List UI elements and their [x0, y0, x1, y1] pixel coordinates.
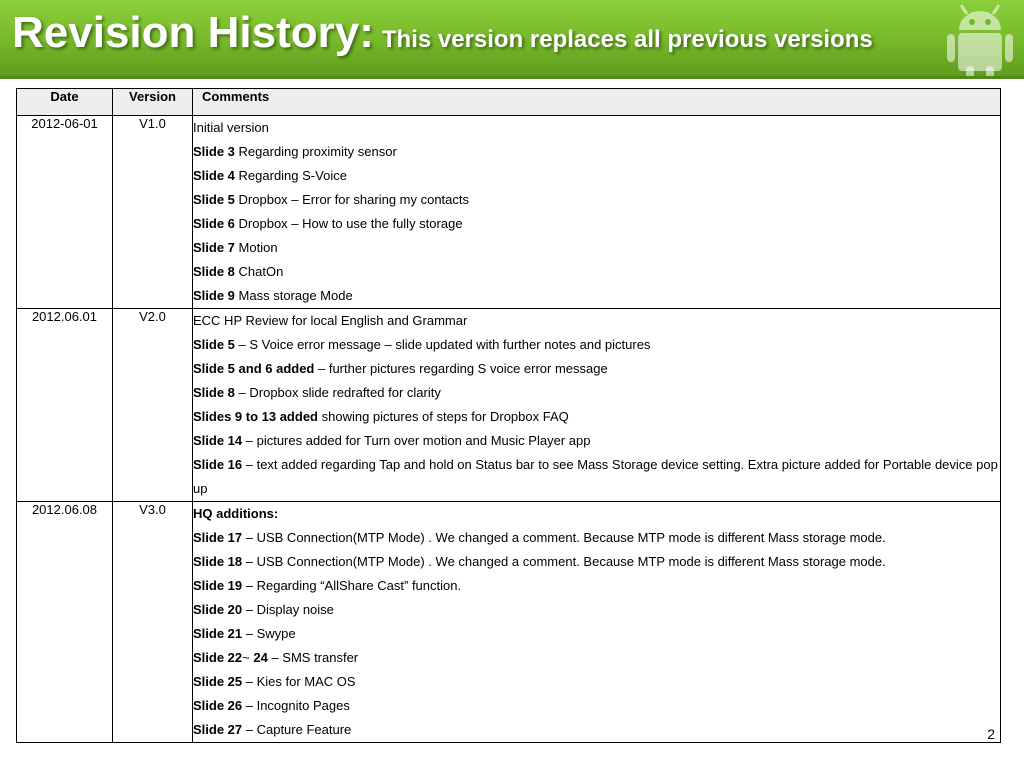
comment-line	[193, 333, 1000, 357]
cell-date: 2012.06.01	[17, 309, 113, 502]
comment-text: Motion	[234, 240, 278, 255]
comment-line	[193, 309, 1000, 333]
comment-line	[193, 622, 1000, 646]
comment-line	[193, 140, 1000, 164]
comment-line	[193, 429, 1000, 453]
comment-slide-ref: Slide 8	[193, 264, 235, 279]
comment-line	[193, 453, 1000, 501]
comment-line	[193, 236, 1000, 260]
comment-text: Initial version	[193, 120, 269, 135]
comment-text: ECC HP Review for local English and Grammar	[193, 313, 468, 328]
col-header-comments: Comments	[193, 89, 1001, 116]
comment-slide-ref: Slide 5 and 6 added	[193, 361, 315, 376]
comment-slide-ref: Slide 26	[193, 698, 243, 713]
comment-text: – Kies for MAC OS	[242, 674, 356, 689]
comment-line	[193, 381, 1000, 405]
comment-slide-ref: Slide 5	[193, 192, 235, 207]
comment-line	[193, 550, 1000, 574]
comment-line	[193, 284, 1000, 308]
comment-slide-ref: Slide 8	[193, 385, 235, 400]
page-number: 2	[987, 726, 995, 742]
title-subtitle: This version replaces all previous versions	[381, 26, 873, 53]
comment-text: – Dropbox slide redrafted for clarity	[234, 385, 441, 400]
comment-slide-ref: Slide 27	[193, 722, 243, 737]
table-row	[17, 502, 1001, 743]
comment-slide-ref: Slide 21	[193, 626, 243, 641]
comment-line	[193, 694, 1000, 718]
cell-comments	[193, 309, 1001, 502]
comment-text: showing pictures of steps for Dropbox FAQ	[318, 409, 569, 424]
comment-line	[193, 212, 1000, 236]
cell-version: V3.0	[113, 502, 193, 743]
comment-text: ChatOn	[234, 264, 284, 279]
comment-text: Dropbox – Error for sharing my contacts	[234, 192, 470, 207]
comment-slide-ref: Slide 3	[193, 144, 235, 159]
comment-text: – Swype	[242, 626, 296, 641]
comment-text: Regarding proximity sensor	[234, 144, 397, 159]
comment-slide-ref: Slide 19	[193, 578, 243, 593]
comment-text: – Display noise	[242, 602, 334, 617]
cell-date: 2012.06.08	[17, 502, 113, 743]
comment-slide-ref: 24	[253, 650, 268, 665]
comment-slide-ref: Slide 25	[193, 674, 243, 689]
comment-line	[193, 357, 1000, 381]
comment-text: – USB Connection(MTP Mode) . We changed a comment. Because MTP mode is different Mass storage mode.	[242, 530, 886, 545]
comment-slide-ref: Slide 5	[193, 337, 235, 352]
comment-line	[193, 646, 1000, 670]
comment-slide-ref: Slide 18	[193, 554, 243, 569]
comment-slide-ref: Slide 7	[193, 240, 235, 255]
comment-text: Mass storage Mode	[234, 288, 353, 303]
comment-text: – S Voice error message – slide updated with further notes and pictures	[234, 337, 651, 352]
comment-text: – text added regarding Tap and hold on Status bar to see Mass Storage device setting. Extra picture added for Portable device pop up	[193, 457, 1002, 496]
comment-slide-ref: Slide 9	[193, 288, 235, 303]
col-header-date: Date	[17, 89, 113, 116]
comment-slide-ref: Slide 20	[193, 602, 243, 617]
comment-slide-ref: Slides 9 to 13 added	[193, 409, 318, 424]
comment-line	[193, 405, 1000, 429]
comment-text: ~	[242, 650, 254, 665]
table-row	[17, 309, 1001, 502]
cell-comments	[193, 502, 1001, 743]
comment-line	[193, 188, 1000, 212]
comment-text: – Incognito Pages	[242, 698, 350, 713]
cell-comments	[193, 116, 1001, 309]
table-header-row	[17, 89, 1001, 116]
comment-text: Dropbox – How to use the fully storage	[234, 216, 463, 231]
cell-version: V1.0	[113, 116, 193, 309]
table-row	[17, 116, 1001, 309]
comment-slide-ref: Slide 14	[193, 433, 243, 448]
comment-text: – Capture Feature	[242, 722, 352, 737]
page-title	[12, 8, 873, 58]
comment-line	[193, 164, 1000, 188]
comment-text: Regarding S-Voice	[234, 168, 347, 183]
comment-line	[193, 502, 1000, 526]
title-main: Revision History:	[12, 8, 374, 57]
comment-line	[193, 526, 1000, 550]
title-bar	[0, 0, 1024, 79]
comment-line	[193, 260, 1000, 284]
comment-slide-ref: Slide 4	[193, 168, 235, 183]
comment-line	[193, 718, 1000, 742]
comment-line	[193, 574, 1000, 598]
comment-slide-ref: Slide 6	[193, 216, 235, 231]
comment-text: – further pictures regarding S voice error message	[314, 361, 608, 376]
comment-text: – Regarding “AllShare Cast” function.	[242, 578, 462, 593]
comment-slide-ref: Slide 17	[193, 530, 243, 545]
revision-table	[16, 88, 1001, 743]
comment-line	[193, 116, 1000, 140]
comment-line	[193, 598, 1000, 622]
comment-text: – SMS transfer	[267, 650, 359, 665]
comment-line	[193, 670, 1000, 694]
cell-version: V2.0	[113, 309, 193, 502]
android-robot-icon	[929, 0, 1024, 76]
comment-slide-ref: Slide 16	[193, 457, 243, 472]
comment-slide-ref: HQ additions:	[193, 506, 279, 521]
comment-slide-ref: Slide 22	[193, 650, 243, 665]
comment-text: – pictures added for Turn over motion and Music Player app	[242, 433, 591, 448]
col-header-version: Version	[113, 89, 193, 116]
cell-date: 2012-06-01	[17, 116, 113, 309]
comment-text: – USB Connection(MTP Mode) . We changed a comment. Because MTP mode is different Mass storage mode.	[242, 554, 886, 569]
